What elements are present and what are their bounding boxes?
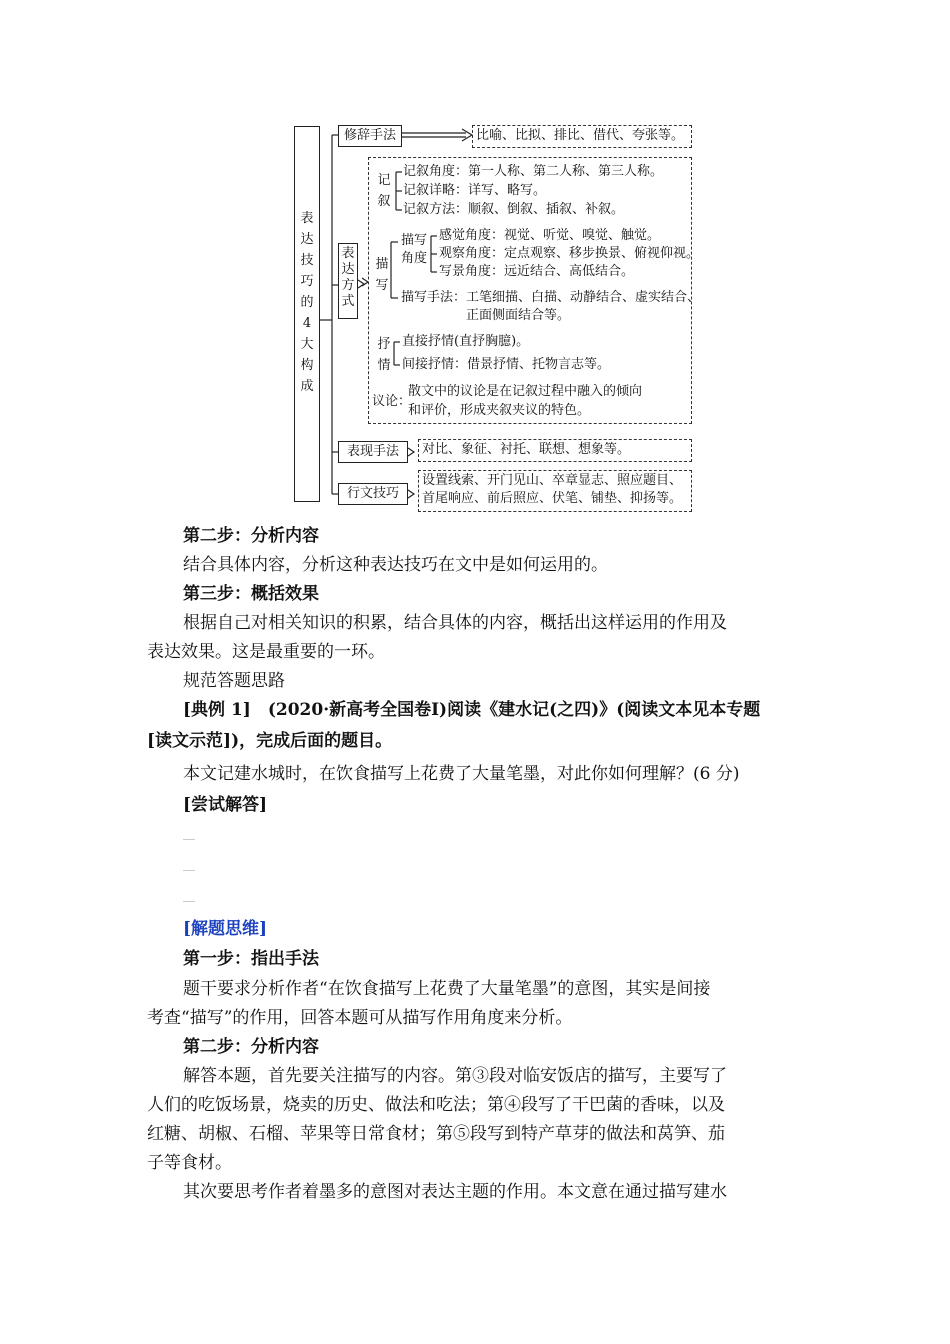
root-label: 表达技巧的4大构成	[300, 211, 314, 394]
s2-body-cont: 人们的吃饭场景，烧卖的历史、做法和吃法；第④段写了干巴菌的香味，以及	[147, 1095, 725, 1115]
step2-title: 第二步：分析内容	[183, 526, 319, 546]
s1-title: 第一步：指出手法	[183, 949, 319, 969]
narration-item: 记叙详略：详写、略写。	[403, 183, 547, 198]
answer-line[interactable]: ……	[183, 835, 195, 842]
guide-title: 规范答题思路	[183, 671, 285, 691]
argument-label: 议论：	[372, 394, 412, 409]
s2-body-cont: 子等食材。	[147, 1153, 232, 1173]
step3-body: 根据自己对相关知识的积累，结合具体的内容，概括出这样运用的作用及	[183, 613, 727, 633]
step3-title: 第三步：概括效果	[183, 584, 319, 604]
rhetoric-label: 修辞手法	[338, 125, 402, 147]
s2-body-cont: 红糖、胡椒、石榴、苹果等日常食材；第⑤段写到特产草芽的做法和莴笋、茄	[147, 1124, 725, 1144]
answer-line[interactable]: ……	[183, 866, 195, 873]
description-angle: 观察角度：定点观察、移步换景、俯视仰视。	[439, 246, 700, 261]
thinking-heading: [解题思维]	[183, 919, 268, 939]
narration-label: 记叙	[377, 173, 391, 209]
description-angle-label: 描写角度	[401, 233, 428, 266]
expression-label: 表达方式	[338, 243, 358, 319]
lyric-item: 间接抒情：借景抒情、托物言志等。	[402, 357, 611, 372]
technique-structure-diagram	[288, 120, 708, 515]
lyric-label: 抒情	[377, 337, 391, 373]
argument-text: 和评价，形成夹叙夹议的特色。	[408, 403, 591, 418]
lyric-item: 直接抒情(直抒胸臆)。	[402, 334, 530, 349]
description-methods: 描写手法：工笔细描、白描、动静结合、虚实结合、	[401, 290, 701, 305]
narration-item: 记叙方法：顺叙、倒叙、插叙、补叙。	[403, 202, 625, 217]
rhetoric-content: 比喻、比拟、排比、借代、夸张等。	[476, 128, 685, 143]
argument-text: 散文中的议论是在记叙过程中融入的倾向	[408, 384, 643, 399]
writing-content: 首尾响应、前后照应、伏笔、铺垫、抑扬等。	[422, 491, 683, 506]
step3-body-cont: 表达效果。这是最重要的一环。	[147, 642, 385, 662]
description-label: 描写	[375, 257, 389, 293]
answer-line[interactable]: ……	[183, 897, 195, 904]
writing-label: 行文技巧	[338, 483, 408, 505]
s2-body-para2: 其次要思考作者着墨多的意图对表达主题的作用。本文意在通过描写建水	[183, 1182, 727, 1202]
representation-label: 表现手法	[338, 441, 408, 463]
try-answer-heading: [尝试解答]	[183, 795, 268, 815]
description-methods-cont: 正面侧面结合等。	[466, 308, 571, 323]
example-heading-cont: [读文示范])，完成后面的题目。	[147, 731, 393, 751]
example-heading: [典例 1] (2020·新高考全国卷Ⅰ)阅读《建水记(之四)》(阅读文本见本专题	[183, 700, 761, 720]
s1-body-cont: 考查“描写”的作用，回答本题可从描写作用角度来分析。	[147, 1008, 573, 1028]
writing-content: 设置线索、开门见山、卒章显志、照应题目、	[422, 473, 683, 488]
s2-title: 第二步：分析内容	[183, 1037, 319, 1057]
question: 本文记建水城时，在饮食描写上花费了大量笔墨，对此你如何理解？(6 分)	[183, 764, 740, 784]
step2-body: 结合具体内容，分析这种表达技巧在文中是如何运用的。	[183, 555, 608, 575]
s2-body: 解答本题，首先要关注描写的内容。第③段对临安饭店的描写，主要写了	[183, 1066, 727, 1086]
description-angle: 感觉角度：视觉、听觉、嗅觉、触觉。	[439, 228, 661, 243]
narration-item: 记叙角度：第一人称、第二人称、第三人称。	[403, 164, 664, 179]
representation-content: 对比、象征、衬托、联想、想象等。	[422, 442, 631, 457]
description-angle: 写景角度：远近结合、高低结合。	[439, 264, 635, 279]
s1-body: 题干要求分析作者“在饮食描写上花费了大量笔墨”的意图，其实是间接	[183, 979, 711, 999]
